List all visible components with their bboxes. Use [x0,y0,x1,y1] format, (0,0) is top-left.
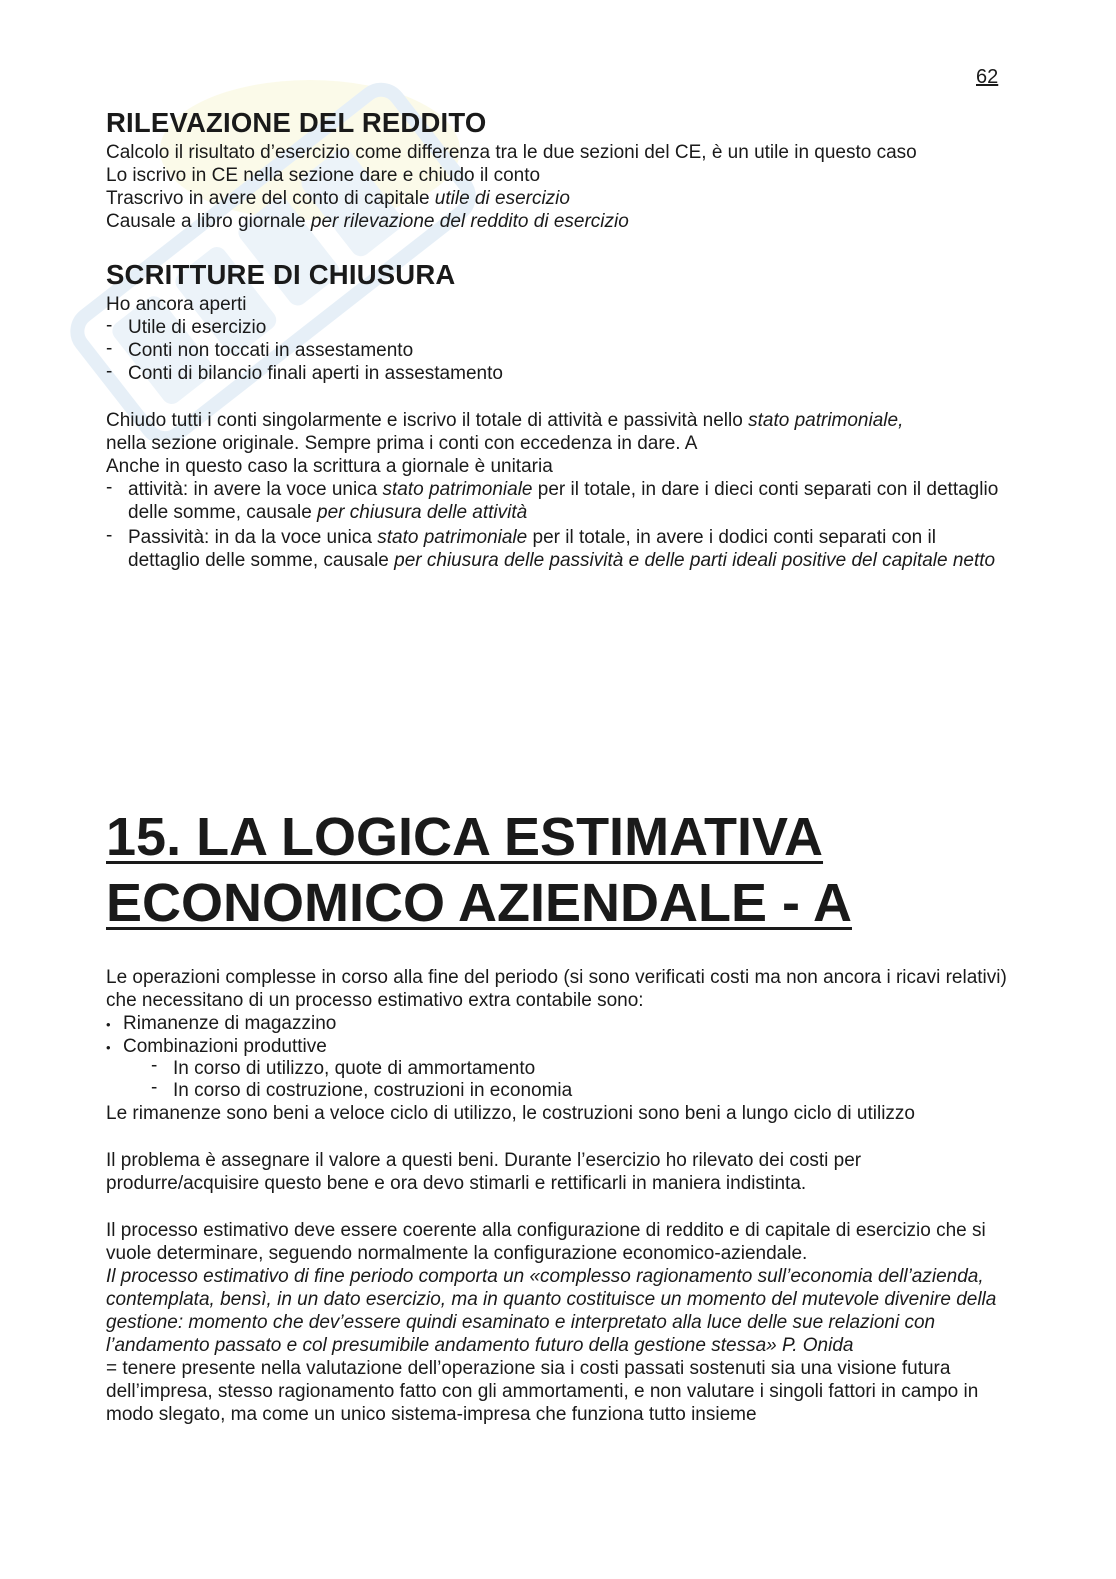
page-content [106,105,1011,1426]
section-title-chiusura: SCRITTURE DI CHIUSURA [106,259,456,290]
chapter-title [106,804,1011,936]
operations-list [106,1012,1011,1058]
list-item: • Rimanenze di magazzino [106,1012,1011,1035]
paragraph: Le rimanenze sono beni a veloce ciclo di utilizzo, le costruzioni sono beni a lungo ciclo di utilizzo [106,1103,916,1124]
list-item: - Conti non toccati in assestamento [106,339,1011,362]
paragraph: Il processo estimativo deve essere coerente alla configurazione di reddito e di capitale di esercizio che si vuole determinare, seguendo normalmente la configurazione economico-aziendale. [106,1220,986,1264]
open-accounts-list [106,316,1011,385]
paragraph: Anche in questo caso la scrittura a giornale è unitaria [106,456,553,477]
paragraph: Il problema è assegnare il valore a questi beni. Durante l’esercizio ho rilevato dei costi per produrre/acquisire questo bene e ora devo stimarli e rettificarli in maniera indistinta. [106,1150,862,1194]
list-item: • Combinazioni produttive [106,1035,1011,1058]
text-line: Causale a libro giornale per rilevazione del reddito di esercizio [106,211,629,232]
text-line: Lo iscrivo in CE nella sezione dare e chiudo il conto [106,165,541,186]
combinations-sublist [106,1058,1011,1102]
text-line: Trascrivo in avere del conto di capitale utile di esercizio [106,188,570,209]
paragraph: Le operazioni complesse in corso alla fine del periodo (si sono verificati costi ma non ancora i ricavi relativi) che necessitano di un processo estimativo extra contabile sono: [106,967,1007,1011]
page-number: 62 [976,66,999,88]
text-line: Calcolo il risultato d’esercizio come differenza tra le due sezioni del CE, è un utile in questo caso [106,142,917,163]
chapter-title-line1: 15. LA LOGICA ESTIMATIVA [106,807,824,867]
quote-paragraph: Il processo estimativo di fine periodo comporta un «complesso ragionamento sull’economia dell’azienda, contemplata, bensì, in un dato esercizio, ma in quanto costituisce un momento del mutevole divenire della gestione: momento che dev’essere quindi esaminato e interpretato alla luce delle sue relazioni con l’andamento passato e col presumibile andamento futuro della gestione stessa» P. Onida [106,1266,997,1356]
list-item: - Conti di bilancio finali aperti in assestamento [106,362,1011,385]
section-title-rilevazione: RILEVAZIONE DEL REDDITO [106,107,487,138]
paragraph: Chiudo tutti i conti singolarmente e iscrivo il totale di attività e passività nello stato patrimoniale, nella sezione originale. Sempre prima i conti con eccedenza in dare. A [106,410,904,454]
list-item: - Utile di esercizio [106,316,1011,339]
paragraph: = tenere presente nella valutazione dell’operazione sia i costi passati sostenuti sia una visione futura dell’impresa, stesso ragionamento fatto con gli ammortamenti, e non valutare i singoli fattori in campo in modo slegato, ma come un unico sistema-impresa che funziona tutto insieme [106,1358,979,1425]
chapter-title-line2: ECONOMICO AZIENDALE - A [106,873,852,933]
list-item: - In corso di costruzione, costruzioni in economia [151,1080,1011,1102]
closing-entries-list [106,478,1011,572]
list-item: - Passività: in da la voce unica stato patrimoniale per il totale, in avere i dodici conti separati con il dettaglio delle somme, causale per chiusura delle passività e delle parti ideali positive del capitale netto [106,526,1011,572]
text-line: Ho ancora aperti [106,294,247,315]
list-item: - attività: in avere la voce unica stato patrimoniale per il totale, in dare i dieci conti separati con il dettaglio delle somme, causale per chiusura delle attività [106,478,1011,524]
list-item: - In corso di utilizzo, quote di ammortamento [151,1058,1011,1080]
